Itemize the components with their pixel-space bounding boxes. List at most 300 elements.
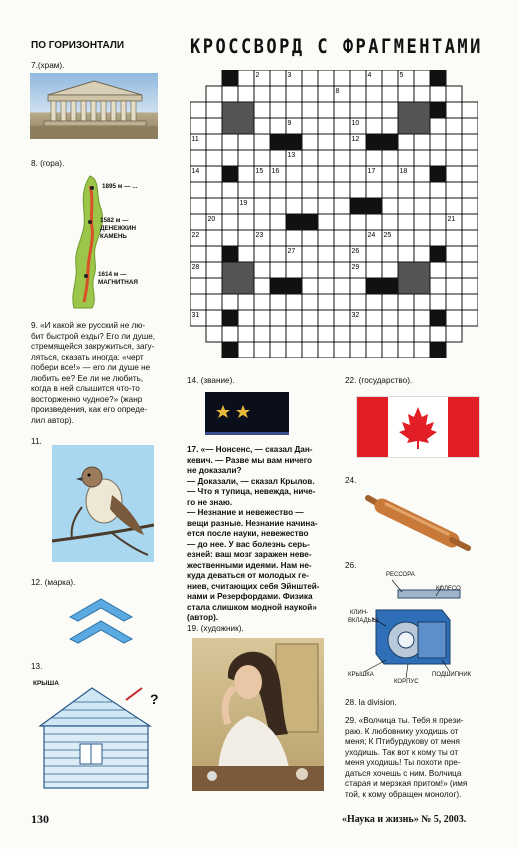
- grid-cell[interactable]: [334, 166, 350, 182]
- grid-shaded-block: [398, 102, 430, 134]
- grid-cell[interactable]: [238, 150, 254, 166]
- grid-cell[interactable]: [318, 134, 334, 150]
- grid-cell[interactable]: [270, 102, 286, 118]
- grid-cell[interactable]: [366, 102, 382, 118]
- grid-number: 4: [367, 72, 372, 79]
- clue-14-label: 14. (звание).: [187, 376, 235, 385]
- grid-cell[interactable]: [366, 182, 382, 198]
- grid-cell[interactable]: [238, 166, 254, 182]
- grid-cell[interactable]: [302, 118, 318, 134]
- part-label-spring: РЕССОРА: [386, 572, 415, 578]
- grid-cell[interactable]: [382, 102, 398, 118]
- grid-cell[interactable]: [334, 118, 350, 134]
- grid-cell[interactable]: [462, 262, 478, 278]
- clue-11-label: 11.: [31, 437, 42, 446]
- grid-cell[interactable]: [414, 214, 430, 230]
- grid-cell[interactable]: [206, 134, 222, 150]
- grid-cell[interactable]: [366, 294, 382, 310]
- grid-cell[interactable]: [270, 262, 286, 278]
- grid-block-cell: [430, 102, 446, 118]
- grid-cell[interactable]: [366, 214, 382, 230]
- grid-cell[interactable]: [270, 198, 286, 214]
- grid-cell[interactable]: [254, 310, 270, 326]
- grid-cell[interactable]: [270, 342, 286, 358]
- grid-cell[interactable]: [398, 342, 414, 358]
- temple-picture: [30, 73, 158, 139]
- grid-cell[interactable]: [414, 342, 430, 358]
- grid-cell[interactable]: [254, 86, 270, 102]
- grid-cell[interactable]: [414, 198, 430, 214]
- grid-cell[interactable]: [382, 294, 398, 310]
- grid-cell[interactable]: [206, 118, 222, 134]
- grid-cell[interactable]: [238, 294, 254, 310]
- grid-cell[interactable]: [446, 262, 462, 278]
- grid-cell[interactable]: [334, 102, 350, 118]
- bird-picture: [52, 445, 154, 562]
- maple-leaf-flag-icon: [357, 397, 479, 457]
- grid-cell[interactable]: [382, 182, 398, 198]
- grid-cell[interactable]: [318, 294, 334, 310]
- grid-cell[interactable]: [430, 294, 446, 310]
- grid-cell[interactable]: [382, 214, 398, 230]
- grid-cell[interactable]: [334, 150, 350, 166]
- grid-cell[interactable]: [366, 86, 382, 102]
- grid-cell[interactable]: [222, 86, 238, 102]
- grid-cell[interactable]: [238, 310, 254, 326]
- grid-shaded-block: [222, 262, 254, 294]
- grid-cell[interactable]: [254, 214, 270, 230]
- grid-cell[interactable]: [462, 198, 478, 214]
- grid-cell[interactable]: [222, 134, 238, 150]
- grid-cell[interactable]: [302, 198, 318, 214]
- grid-number: 11: [191, 136, 199, 143]
- grid-cell[interactable]: [398, 198, 414, 214]
- grid-cell[interactable]: [430, 278, 446, 294]
- grid-cell[interactable]: [206, 278, 222, 294]
- grid-cell[interactable]: [302, 182, 318, 198]
- grid-cell[interactable]: [430, 150, 446, 166]
- grid-cell[interactable]: [382, 166, 398, 182]
- grid-cell[interactable]: [318, 342, 334, 358]
- grid-cell[interactable]: [286, 262, 302, 278]
- grid-cell[interactable]: [270, 214, 286, 230]
- grid-cell[interactable]: [446, 118, 462, 134]
- grid-cell[interactable]: [238, 342, 254, 358]
- grid-cell[interactable]: [270, 150, 286, 166]
- grid-cell[interactable]: [302, 102, 318, 118]
- grid-cell[interactable]: [254, 198, 270, 214]
- grid-cell[interactable]: [414, 86, 430, 102]
- grid-cell[interactable]: [190, 102, 206, 118]
- grid-cell[interactable]: [462, 310, 478, 326]
- grid-cell[interactable]: [238, 86, 254, 102]
- grid-cell[interactable]: [366, 262, 382, 278]
- map-label-1614-b: МАГНИТНАЯ: [98, 279, 138, 286]
- grid-cell[interactable]: [254, 134, 270, 150]
- grid-cell[interactable]: [430, 182, 446, 198]
- grid-cell[interactable]: [334, 198, 350, 214]
- grid-cell[interactable]: [414, 166, 430, 182]
- grid-cell[interactable]: [430, 118, 446, 134]
- grid-cell[interactable]: [446, 230, 462, 246]
- grid-block-cell: [430, 246, 446, 262]
- grid-cell[interactable]: [462, 150, 478, 166]
- grid-cell[interactable]: [430, 230, 446, 246]
- grid-cell[interactable]: [206, 198, 222, 214]
- grid-cell[interactable]: [206, 182, 222, 198]
- grid-cell[interactable]: [334, 294, 350, 310]
- grid-cell[interactable]: [318, 326, 334, 342]
- map-label-1582-b: ДЕНЕЖКИН: [100, 225, 137, 232]
- grid-cell[interactable]: [398, 150, 414, 166]
- grid-cell[interactable]: [318, 150, 334, 166]
- grid-cell[interactable]: [254, 246, 270, 262]
- grid-cell[interactable]: [366, 150, 382, 166]
- grid-cell[interactable]: [190, 278, 206, 294]
- grid-cell[interactable]: [254, 150, 270, 166]
- rolling-pin-illustration: [362, 488, 474, 556]
- grid-cell[interactable]: [302, 294, 318, 310]
- grid-cell[interactable]: [206, 246, 222, 262]
- grid-cell[interactable]: [382, 118, 398, 134]
- grid-cell[interactable]: [206, 102, 222, 118]
- grid-cell[interactable]: [206, 326, 222, 342]
- grid-cell[interactable]: [334, 134, 350, 150]
- grid-cell[interactable]: [286, 198, 302, 214]
- grid-cell[interactable]: [398, 134, 414, 150]
- grid-cell[interactable]: [382, 246, 398, 262]
- grid-cell[interactable]: [414, 326, 430, 342]
- grid-cell[interactable]: [238, 182, 254, 198]
- grid-cell[interactable]: [206, 262, 222, 278]
- epaulet-stars-icon: [205, 392, 289, 432]
- grid-cell[interactable]: [222, 182, 238, 198]
- grid-cell[interactable]: [270, 182, 286, 198]
- grid-cell[interactable]: [446, 278, 462, 294]
- grid-cell[interactable]: [350, 278, 366, 294]
- grid-cell[interactable]: [270, 310, 286, 326]
- grid-cell[interactable]: [462, 278, 478, 294]
- grid-cell[interactable]: [398, 246, 414, 262]
- grid-cell[interactable]: [462, 294, 478, 310]
- clue-8-label: 8. (гора).: [31, 159, 65, 168]
- grid-shaded-block: [398, 262, 430, 294]
- grid-cell[interactable]: [270, 70, 286, 86]
- grid-cell[interactable]: [318, 262, 334, 278]
- grid-cell[interactable]: [302, 166, 318, 182]
- crossword-grid[interactable]: [190, 70, 478, 358]
- grid-cell[interactable]: [430, 198, 446, 214]
- clue-13-label: 13.: [31, 662, 43, 671]
- grid-cell[interactable]: [318, 102, 334, 118]
- grid-cell[interactable]: [382, 326, 398, 342]
- grid-cell[interactable]: [334, 70, 350, 86]
- grid-cell[interactable]: [206, 166, 222, 182]
- grid-cell[interactable]: [350, 214, 366, 230]
- portrait-painting-illustration: [192, 638, 324, 791]
- grid-cell[interactable]: [462, 102, 478, 118]
- grid-cell[interactable]: [446, 310, 462, 326]
- grid-cell[interactable]: [318, 166, 334, 182]
- grid-cell[interactable]: [414, 294, 430, 310]
- grid-cell[interactable]: [190, 246, 206, 262]
- grid-number: 20: [207, 216, 216, 223]
- grid-cell[interactable]: [270, 118, 286, 134]
- map-label-1614-a: 1614 м —: [98, 271, 127, 278]
- grid-cell[interactable]: [446, 198, 462, 214]
- grid-cell[interactable]: [190, 214, 206, 230]
- grid-cell[interactable]: [334, 182, 350, 198]
- grid-cell[interactable]: [222, 198, 238, 214]
- grid-cell[interactable]: [398, 294, 414, 310]
- grid-block-cell: [286, 278, 302, 294]
- grid-cell[interactable]: [222, 326, 238, 342]
- grid-cell[interactable]: [382, 310, 398, 326]
- grid-number: 8: [335, 88, 340, 95]
- axlebox-picture: [346, 568, 476, 690]
- grid-cell[interactable]: [190, 150, 206, 166]
- grid-cell[interactable]: [462, 230, 478, 246]
- grid-cell[interactable]: [318, 182, 334, 198]
- grid-cell[interactable]: [302, 342, 318, 358]
- grid-cell[interactable]: [286, 310, 302, 326]
- grid-cell[interactable]: [302, 134, 318, 150]
- grid-cell[interactable]: [302, 230, 318, 246]
- grid-cell[interactable]: [366, 326, 382, 342]
- svg-text:?: ?: [150, 691, 159, 707]
- grid-cell[interactable]: [270, 230, 286, 246]
- grid-cell[interactable]: [318, 230, 334, 246]
- clue-9-text: 9. «И какой же русский не лю- бит быстрой езды? Его ли душе, стремящейся закружиться, загу- ляться, сказать иногда: «черт побери все!» — его ли душе не любить ее? Ее ли не любить, когда в ней слышится что-то восторженно чудное?» (жанр произведения, как его опреде- лил автор).: [31, 321, 156, 425]
- chevron-logo-icon: [68, 595, 134, 647]
- grid-cell[interactable]: [238, 214, 254, 230]
- grid-cell[interactable]: [302, 70, 318, 86]
- grid-cell[interactable]: [350, 182, 366, 198]
- grid-cell[interactable]: [446, 182, 462, 198]
- grid-cell[interactable]: [286, 86, 302, 102]
- grid-cell[interactable]: [334, 326, 350, 342]
- grid-cell[interactable]: [382, 198, 398, 214]
- grid-cell[interactable]: [238, 70, 254, 86]
- grid-cell[interactable]: [286, 294, 302, 310]
- grid-cell[interactable]: [302, 310, 318, 326]
- grid-cell[interactable]: [350, 70, 366, 86]
- grid-cell[interactable]: [414, 182, 430, 198]
- grid-cell[interactable]: [238, 134, 254, 150]
- grid-cell[interactable]: [254, 294, 270, 310]
- grid-number: 19: [239, 200, 248, 207]
- grid-cell[interactable]: [334, 262, 350, 278]
- grid-cell[interactable]: [430, 262, 446, 278]
- grid-cell[interactable]: [350, 102, 366, 118]
- grid-cell[interactable]: [222, 294, 238, 310]
- grid-cell[interactable]: [222, 150, 238, 166]
- grid-cell[interactable]: [206, 230, 222, 246]
- grid-cell[interactable]: [302, 278, 318, 294]
- grid-cell[interactable]: [318, 118, 334, 134]
- grid-cell[interactable]: [414, 70, 430, 86]
- grid-cell[interactable]: [334, 342, 350, 358]
- grid-cell[interactable]: [350, 326, 366, 342]
- grid-cell[interactable]: [350, 166, 366, 182]
- grid-cell[interactable]: [462, 246, 478, 262]
- grid-cell[interactable]: [286, 182, 302, 198]
- grid-cell[interactable]: [270, 246, 286, 262]
- grid-cell[interactable]: [446, 134, 462, 150]
- grid-cell[interactable]: [446, 102, 462, 118]
- grid-cell[interactable]: [446, 166, 462, 182]
- grid-cell[interactable]: [334, 214, 350, 230]
- grid-cell[interactable]: [286, 230, 302, 246]
- grid-cell[interactable]: [414, 246, 430, 262]
- grid-cell[interactable]: [222, 214, 238, 230]
- grid-cell[interactable]: [414, 150, 430, 166]
- grid-cell[interactable]: [446, 246, 462, 262]
- grid-cell[interactable]: [286, 166, 302, 182]
- grid-cell[interactable]: [350, 342, 366, 358]
- grid-cell[interactable]: [254, 326, 270, 342]
- grid-block-cell: [430, 166, 446, 182]
- grid-cell[interactable]: [190, 294, 206, 310]
- grid-cell[interactable]: [318, 70, 334, 86]
- clue-24-label: 24.: [345, 476, 357, 485]
- part-label-wheel: КОЛЕСО: [436, 586, 461, 592]
- grid-cell[interactable]: [254, 118, 270, 134]
- grid-number: 26: [351, 248, 360, 255]
- grid-cell[interactable]: [382, 342, 398, 358]
- grid-cell[interactable]: [366, 342, 382, 358]
- grid-number: 15: [255, 168, 264, 175]
- grid-cell[interactable]: [414, 310, 430, 326]
- grid-cell[interactable]: [334, 278, 350, 294]
- grid-cell[interactable]: [334, 246, 350, 262]
- grid-cell[interactable]: [366, 310, 382, 326]
- grid-cell[interactable]: [286, 102, 302, 118]
- grid-cell[interactable]: [366, 118, 382, 134]
- grid-cell[interactable]: [270, 326, 286, 342]
- grid-cell[interactable]: [334, 230, 350, 246]
- grid-cell[interactable]: [206, 310, 222, 326]
- grid-cell[interactable]: [414, 230, 430, 246]
- grid-cell[interactable]: [446, 326, 462, 342]
- grid-block-cell: [382, 134, 398, 150]
- grid-cell[interactable]: [238, 326, 254, 342]
- grid-cell[interactable]: [430, 86, 446, 102]
- grid-cell[interactable]: [350, 86, 366, 102]
- grid-cell[interactable]: [222, 230, 238, 246]
- grid-cell[interactable]: [190, 182, 206, 198]
- grid-block-cell: [366, 198, 382, 214]
- grid-cell[interactable]: [270, 86, 286, 102]
- grid-block-cell: [222, 342, 238, 358]
- grid-cell[interactable]: [398, 310, 414, 326]
- grid-cell[interactable]: [414, 134, 430, 150]
- grid-cell[interactable]: [382, 262, 398, 278]
- grid-cell[interactable]: [302, 150, 318, 166]
- grid-cell[interactable]: [398, 230, 414, 246]
- grid-cell[interactable]: [382, 86, 398, 102]
- grid-cell[interactable]: [318, 246, 334, 262]
- grid-cell[interactable]: [238, 246, 254, 262]
- grid-cell[interactable]: [302, 326, 318, 342]
- grid-cell[interactable]: [190, 198, 206, 214]
- grid-cell[interactable]: [270, 294, 286, 310]
- grid-cell[interactable]: [382, 70, 398, 86]
- grid-cell[interactable]: [462, 118, 478, 134]
- grid-cell[interactable]: [286, 326, 302, 342]
- grid-cell[interactable]: [206, 150, 222, 166]
- grid-block-cell: [222, 70, 238, 86]
- grid-number: 12: [351, 136, 360, 143]
- grid-cell[interactable]: [238, 230, 254, 246]
- grid-cell[interactable]: [462, 134, 478, 150]
- grid-number: 32: [351, 312, 360, 319]
- grid-block-cell: [382, 278, 398, 294]
- grid-cell[interactable]: [190, 118, 206, 134]
- grid-cell[interactable]: [318, 310, 334, 326]
- grid-cell[interactable]: [366, 246, 382, 262]
- grid-cell[interactable]: [398, 86, 414, 102]
- grid-cell[interactable]: [318, 198, 334, 214]
- grid-cell[interactable]: [254, 182, 270, 198]
- chevron-mark: [68, 595, 134, 647]
- grid-cell[interactable]: [430, 134, 446, 150]
- grid-cell[interactable]: [254, 262, 270, 278]
- grid-cell[interactable]: [350, 230, 366, 246]
- clue-28-label: 28. la division.: [345, 698, 397, 707]
- grid-cell[interactable]: [302, 246, 318, 262]
- grid-cell[interactable]: [398, 214, 414, 230]
- grid-cell[interactable]: [382, 150, 398, 166]
- grid-cell[interactable]: [462, 182, 478, 198]
- grid-cell[interactable]: [350, 150, 366, 166]
- grid-cell[interactable]: [206, 294, 222, 310]
- grid-cell[interactable]: [430, 214, 446, 230]
- grid-cell[interactable]: [430, 326, 446, 342]
- grid-cell[interactable]: [446, 294, 462, 310]
- grid-cell[interactable]: [462, 166, 478, 182]
- grid-cell[interactable]: [446, 86, 462, 102]
- grid-cell[interactable]: [286, 342, 302, 358]
- grid-cell[interactable]: [206, 86, 222, 102]
- grid-cell[interactable]: [446, 150, 462, 166]
- log-house-illustration: [30, 682, 170, 790]
- canada-flag-picture: [356, 396, 480, 458]
- grid-cell[interactable]: [398, 182, 414, 198]
- grid-number: 25: [383, 232, 392, 239]
- grid-cell[interactable]: [254, 102, 270, 118]
- section-title: ПО ГОРИЗОНТАЛИ: [31, 40, 125, 51]
- grid-cell[interactable]: [462, 214, 478, 230]
- clue-19-label: 19. (художник).: [187, 624, 244, 633]
- grid-cell[interactable]: [334, 310, 350, 326]
- grid-cell[interactable]: [350, 294, 366, 310]
- grid-cell[interactable]: [254, 278, 270, 294]
- grid-number: 13: [287, 152, 296, 159]
- clue-17-text: 17. «— Нонсенс, — сказал Дан- кевич. — Разве мы вам ничего не доказали? — Доказали, — сказал Крылов. — Что я тупица, невежда, ниче- го не знаю. — Незнание и невежество — вещи разные. Незнание начина- ется после науки, невежество — до нее. У вас болезнь серь- езней: ваш мозг заражен неве- жественными идеями. Нам не- куда деваться от молодых ге- ниев, считающих себя Эйнштей- нами и Резерфордами. Физика стала слишком модной наукой» (автор).: [187, 445, 320, 622]
- clue-7-label: 7.(храм).: [31, 61, 65, 70]
- grid-number: 18: [399, 168, 408, 175]
- grid-cell[interactable]: [302, 262, 318, 278]
- grid-cell[interactable]: [318, 278, 334, 294]
- grid-cell[interactable]: [254, 342, 270, 358]
- grid-cell[interactable]: [302, 86, 318, 102]
- grid-cell[interactable]: [398, 326, 414, 342]
- grid-shaded-block: [222, 102, 254, 134]
- grid-cell[interactable]: [318, 214, 334, 230]
- grid-cell[interactable]: [318, 86, 334, 102]
- grid-block-cell: [286, 134, 302, 150]
